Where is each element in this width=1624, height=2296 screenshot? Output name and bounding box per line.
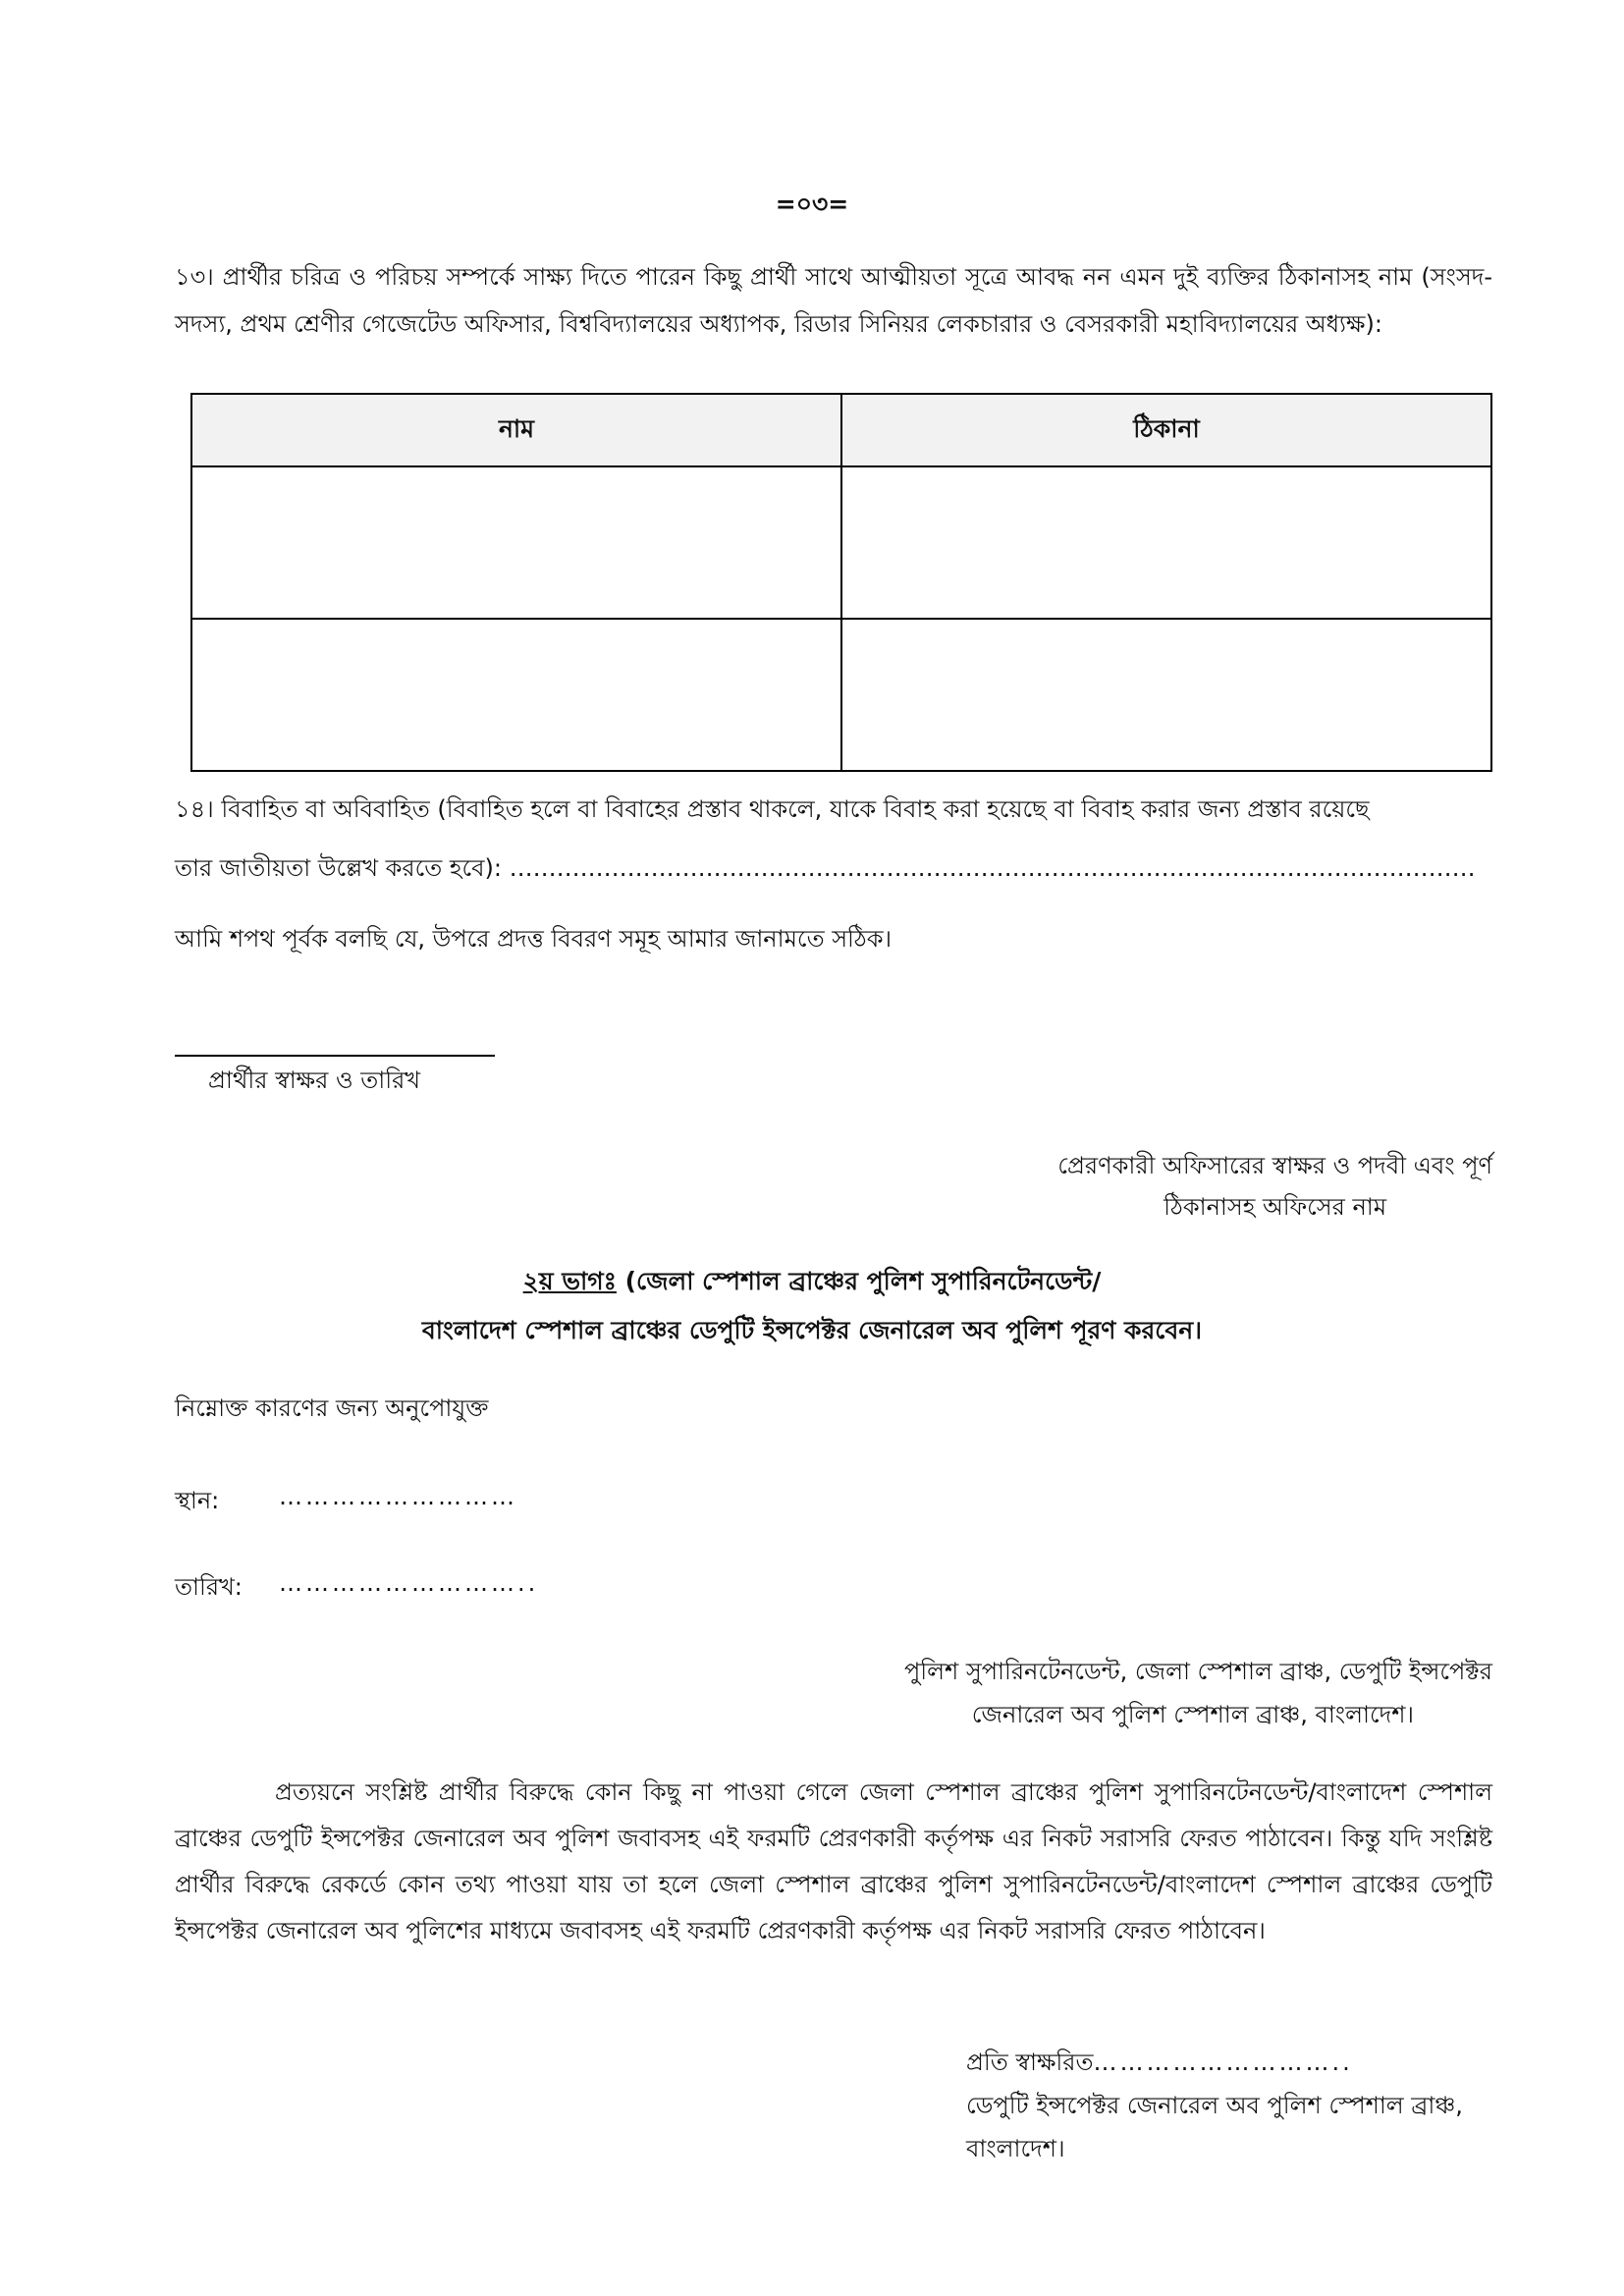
referee-1-name-cell[interactable]	[191, 466, 841, 619]
item-13-text: ১৩। প্রার্থীর চরিত্র ও পরিচয় সম্পর্কে সাক্ষ্য দিতে পারেন কিছু প্রার্থী সাথে আত্মীয়তা সূত্রে আবদ্ধ নন এমন দুই ব্যক্তির ঠিকানাসহ নাম (সংসদ-সদস্য, প্রথম শ্রেণীর গেজেটেড অফিসার, বিশ্ববিদ্যালয়ের অধ্যাপক, রিডার সিনিয়র লেকচারার ও বেসরকারী মহাবিদ্যালয়ের অধ্যক্ষ):	[175, 263, 1492, 338]
countersign-field[interactable]: ………………………..	[1093, 2049, 1353, 2076]
sp-signature-block	[904, 1650, 1492, 1736]
item-14-line-2: তার জাতীয়তা উল্লেখ করতে হবে): ……………………………………………………………………………………………………………	[175, 854, 1476, 882]
countersign-line-2: ডেপুটি ইন্সপেক্টর জেনারেল অব পুলিশ স্পেশাল ব্রাঞ্চ,	[966, 2092, 1463, 2119]
item-14-line-1: ১৪। বিবাহিত বা অবিবাহিত (বিবাহিত হলে বা বিবাহের প্রস্তাব থাকলে, যাকে বিবাহ করা হয়েছে বা বিবাহ করার জন্য প্রস্তাব রয়েছে	[175, 795, 1370, 823]
countersign-block	[966, 2041, 1463, 2170]
candidate-signature-caption: প্রার্থীর স্বাক্ষর ও তারিখ	[208, 1066, 421, 1094]
date-field[interactable]: ………………………..	[279, 1569, 539, 1597]
part-2-label: ২য় ভাগঃ	[522, 1267, 617, 1295]
part-2-heading	[0, 1257, 1624, 1355]
forwarding-officer-block	[1057, 1145, 1492, 1228]
referee-table	[190, 393, 1492, 772]
referee-2-address-cell[interactable]	[841, 619, 1491, 771]
referee-2-name-cell[interactable]	[191, 619, 841, 771]
countersign-label: প্রতি স্বাক্ষরিত	[966, 2049, 1094, 2076]
header-address: ঠিকানা	[841, 394, 1491, 466]
countersign-line-3: বাংলাদেশ।	[966, 2135, 1065, 2162]
page-number: =০৩=	[775, 190, 849, 218]
table-header-row	[191, 394, 1491, 466]
place-field[interactable]: ………………………	[279, 1483, 517, 1510]
place-label: স্থান:	[175, 1487, 220, 1514]
referee-1-address-cell[interactable]	[841, 466, 1491, 619]
countersign-line-1	[966, 2041, 1463, 2084]
oath-statement: আমি শপথ পূর্বক বলছি যে, উপরে প্রদত্ত বিবরণ সমূহ আমার জানামতে সঠিক।	[175, 925, 893, 953]
sp-signature-line-1: পুলিশ সুপারিনটেনডেন্ট, জেলা স্পেশাল ব্রাঞ্চ, ডেপুটি ইন্সপেক্টর	[904, 1658, 1492, 1685]
table-row	[191, 619, 1491, 771]
instruction-paragraph: প্রত্যয়নে সংশ্লিষ্ট প্রার্থীর বিরুদ্ধে কোন কিছু না পাওয়া গেলে জেলা স্পেশাল ব্রাঞ্চের পুলিশ সুপারিনটেনডেন্ট/বাংলাদেশ স্পেশাল ব্রাঞ্চের ডেপুটি ইন্সপেক্টর জেনারেল অব পুলিশ জবাবসহ এই ফরমটি প্রেরণকারী কর্তৃপক্ষ এর নিকট সরাসরি ফেরত পাঠাবেন। কিন্তু যদি সংশ্লিষ্ট প্রার্থীর বিরুদ্ধে রেকর্ডে কোন তথ্য পাওয়া যায় তা হলে জেলা স্পেশাল ব্রাঞ্চের পুলিশ সুপারিনটেনডেন্ট/বাংলাদেশ স্পেশাল ব্রাঞ্চের ডেপুটি ইন্সপেক্টর জেনারেল অব পুলিশের মাধ্যমে জবাবসহ এই ফরমটি প্রেরণকারী কর্তৃপক্ষ এর নিকট সরাসরি ফেরত পাঠাবেন।	[175, 1778, 1492, 1944]
header-name: নাম	[191, 394, 841, 466]
forwarding-officer-line-1: প্রেরণকারী অফিসারের স্বাক্ষর ও পদবী এবং পূর্ণ	[1057, 1152, 1492, 1179]
sp-signature-line-2: জেনারেল অব পুলিশ স্পেশাল ব্রাঞ্চ, বাংলাদেশ।	[971, 1701, 1414, 1728]
unfit-reason-label: নিম্নোক্ত কারণের জন্য অনুপোযুক্ত	[175, 1394, 489, 1422]
candidate-signature-line	[175, 1055, 495, 1057]
forwarding-officer-line-2: ঠিকানাসহ অফিসের নাম	[1164, 1193, 1387, 1221]
date-label: তারিখ:	[175, 1573, 243, 1601]
table-row	[191, 466, 1491, 619]
part-2-heading-line-2: বাংলাদেশ স্পেশাল ব্রাঞ্চের ডেপুটি ইন্সপেক্টর জেনারেল অব পুলিশ পূরণ করবেন।	[421, 1316, 1203, 1344]
part-2-heading-line-1	[0, 1257, 1624, 1306]
part-2-heading-rest: (জেলা স্পেশাল ব্রাঞ্চের পুলিশ সুপারিনটেনডেন্ট/	[616, 1267, 1102, 1295]
